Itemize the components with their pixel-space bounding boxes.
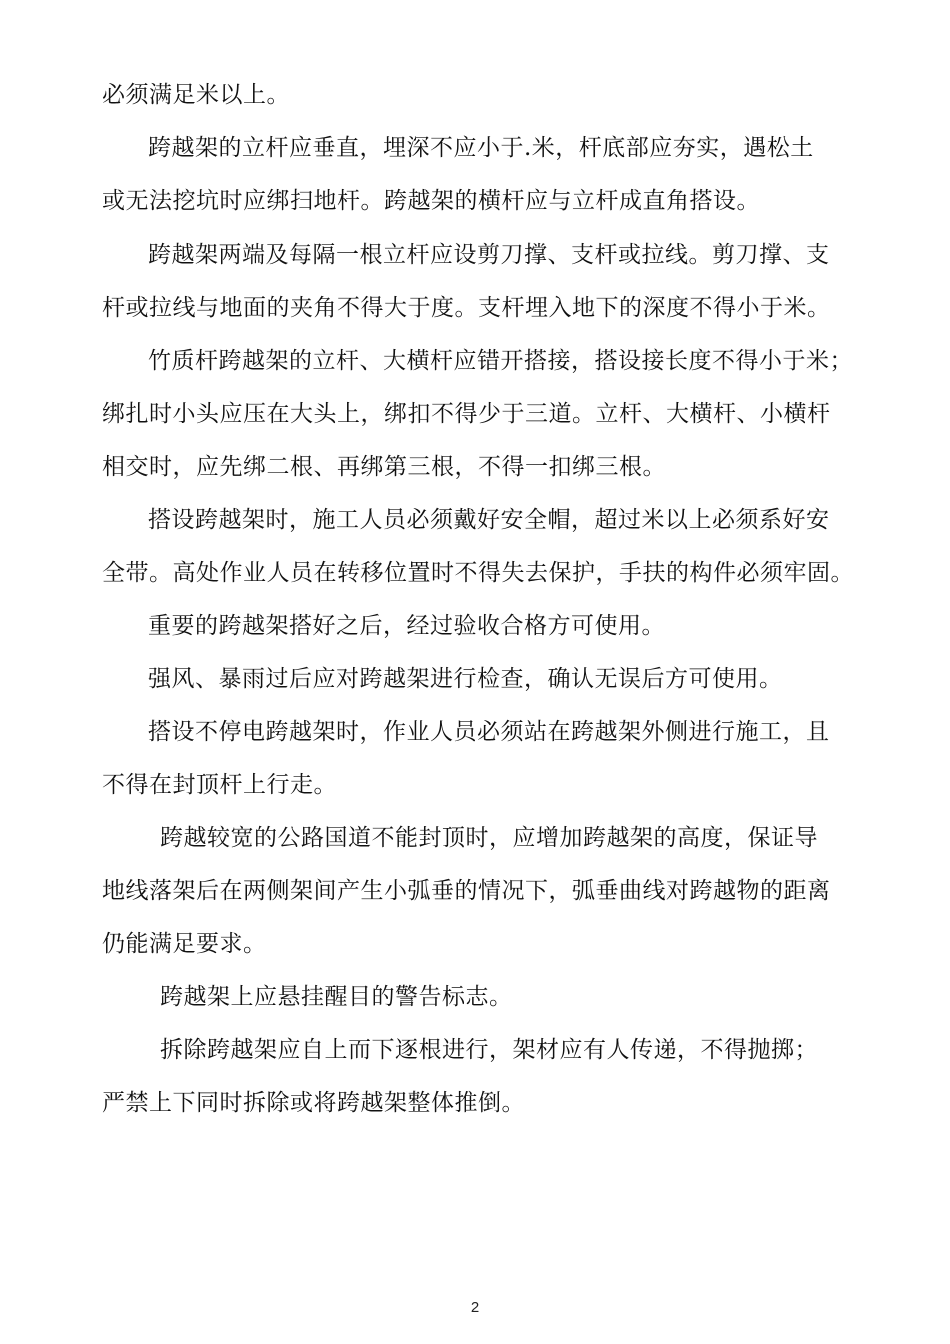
text-line: 或无法挖坑时应绑扫地杆。跨越架的横杆应与立杆成直角搭设。 (102, 188, 760, 214)
page-number: 2 (470, 1299, 480, 1316)
text-line: 跨越架的立杆应垂直，埋深不应小于.米，杆底部应夯实，遇松土 (148, 135, 814, 161)
text-line: 相交时，应先绑二根、再绑第三根，不得一扣绑三根。 (102, 454, 666, 480)
text-line: 强风、暴雨过后应对跨越架进行检查，确认无误后方可使用。 (148, 666, 783, 692)
text-line: 跨越架上应悬挂醒目的警告标志。 (160, 984, 513, 1010)
text-line: 重要的跨越架搭好之后，经过验收合格方可使用。 (148, 613, 665, 639)
text-line: 地线落架后在两侧架间产生小弧垂的情况下，弧垂曲线对跨越物的距离 (102, 878, 831, 904)
text-line: 不得在封顶杆上行走。 (102, 772, 337, 798)
text-line: 必须满足米以上。 (102, 82, 290, 108)
text-line: 跨越架两端及每隔一根立杆应设剪刀撑、支杆或拉线。剪刀撑、支 (148, 242, 830, 268)
text-line: 仍能满足要求。 (102, 931, 267, 957)
text-line: 绑扎时小头应压在大头上，绑扣不得少于三道。立杆、大横杆、小横杆 (102, 401, 831, 427)
text-line: 杆或拉线与地面的夹角不得大于度。支杆埋入地下的深度不得小于米。 (102, 295, 831, 321)
text-line: 跨越较宽的公路国道不能封顶时，应增加跨越架的高度，保证导 (160, 825, 818, 851)
text-line: 竹质杆跨越架的立杆、大横杆应错开搭接，搭设接长度不得小于米； (148, 348, 853, 374)
text-line: 搭设跨越架时，施工人员必须戴好安全帽，超过米以上必须系好安 (148, 507, 830, 533)
text-line: 全带。高处作业人员在转移位置时不得失去保护，手扶的构件必须牢固。 (102, 560, 854, 586)
text-line: 拆除跨越架应自上而下逐根进行，架材应有人传递，不得抛掷； (160, 1037, 818, 1063)
text-line: 搭设不停电跨越架时，作业人员必须站在跨越架外侧进行施工，且 (148, 719, 830, 745)
text-line: 严禁上下同时拆除或将跨越架整体推倒。 (102, 1090, 525, 1116)
